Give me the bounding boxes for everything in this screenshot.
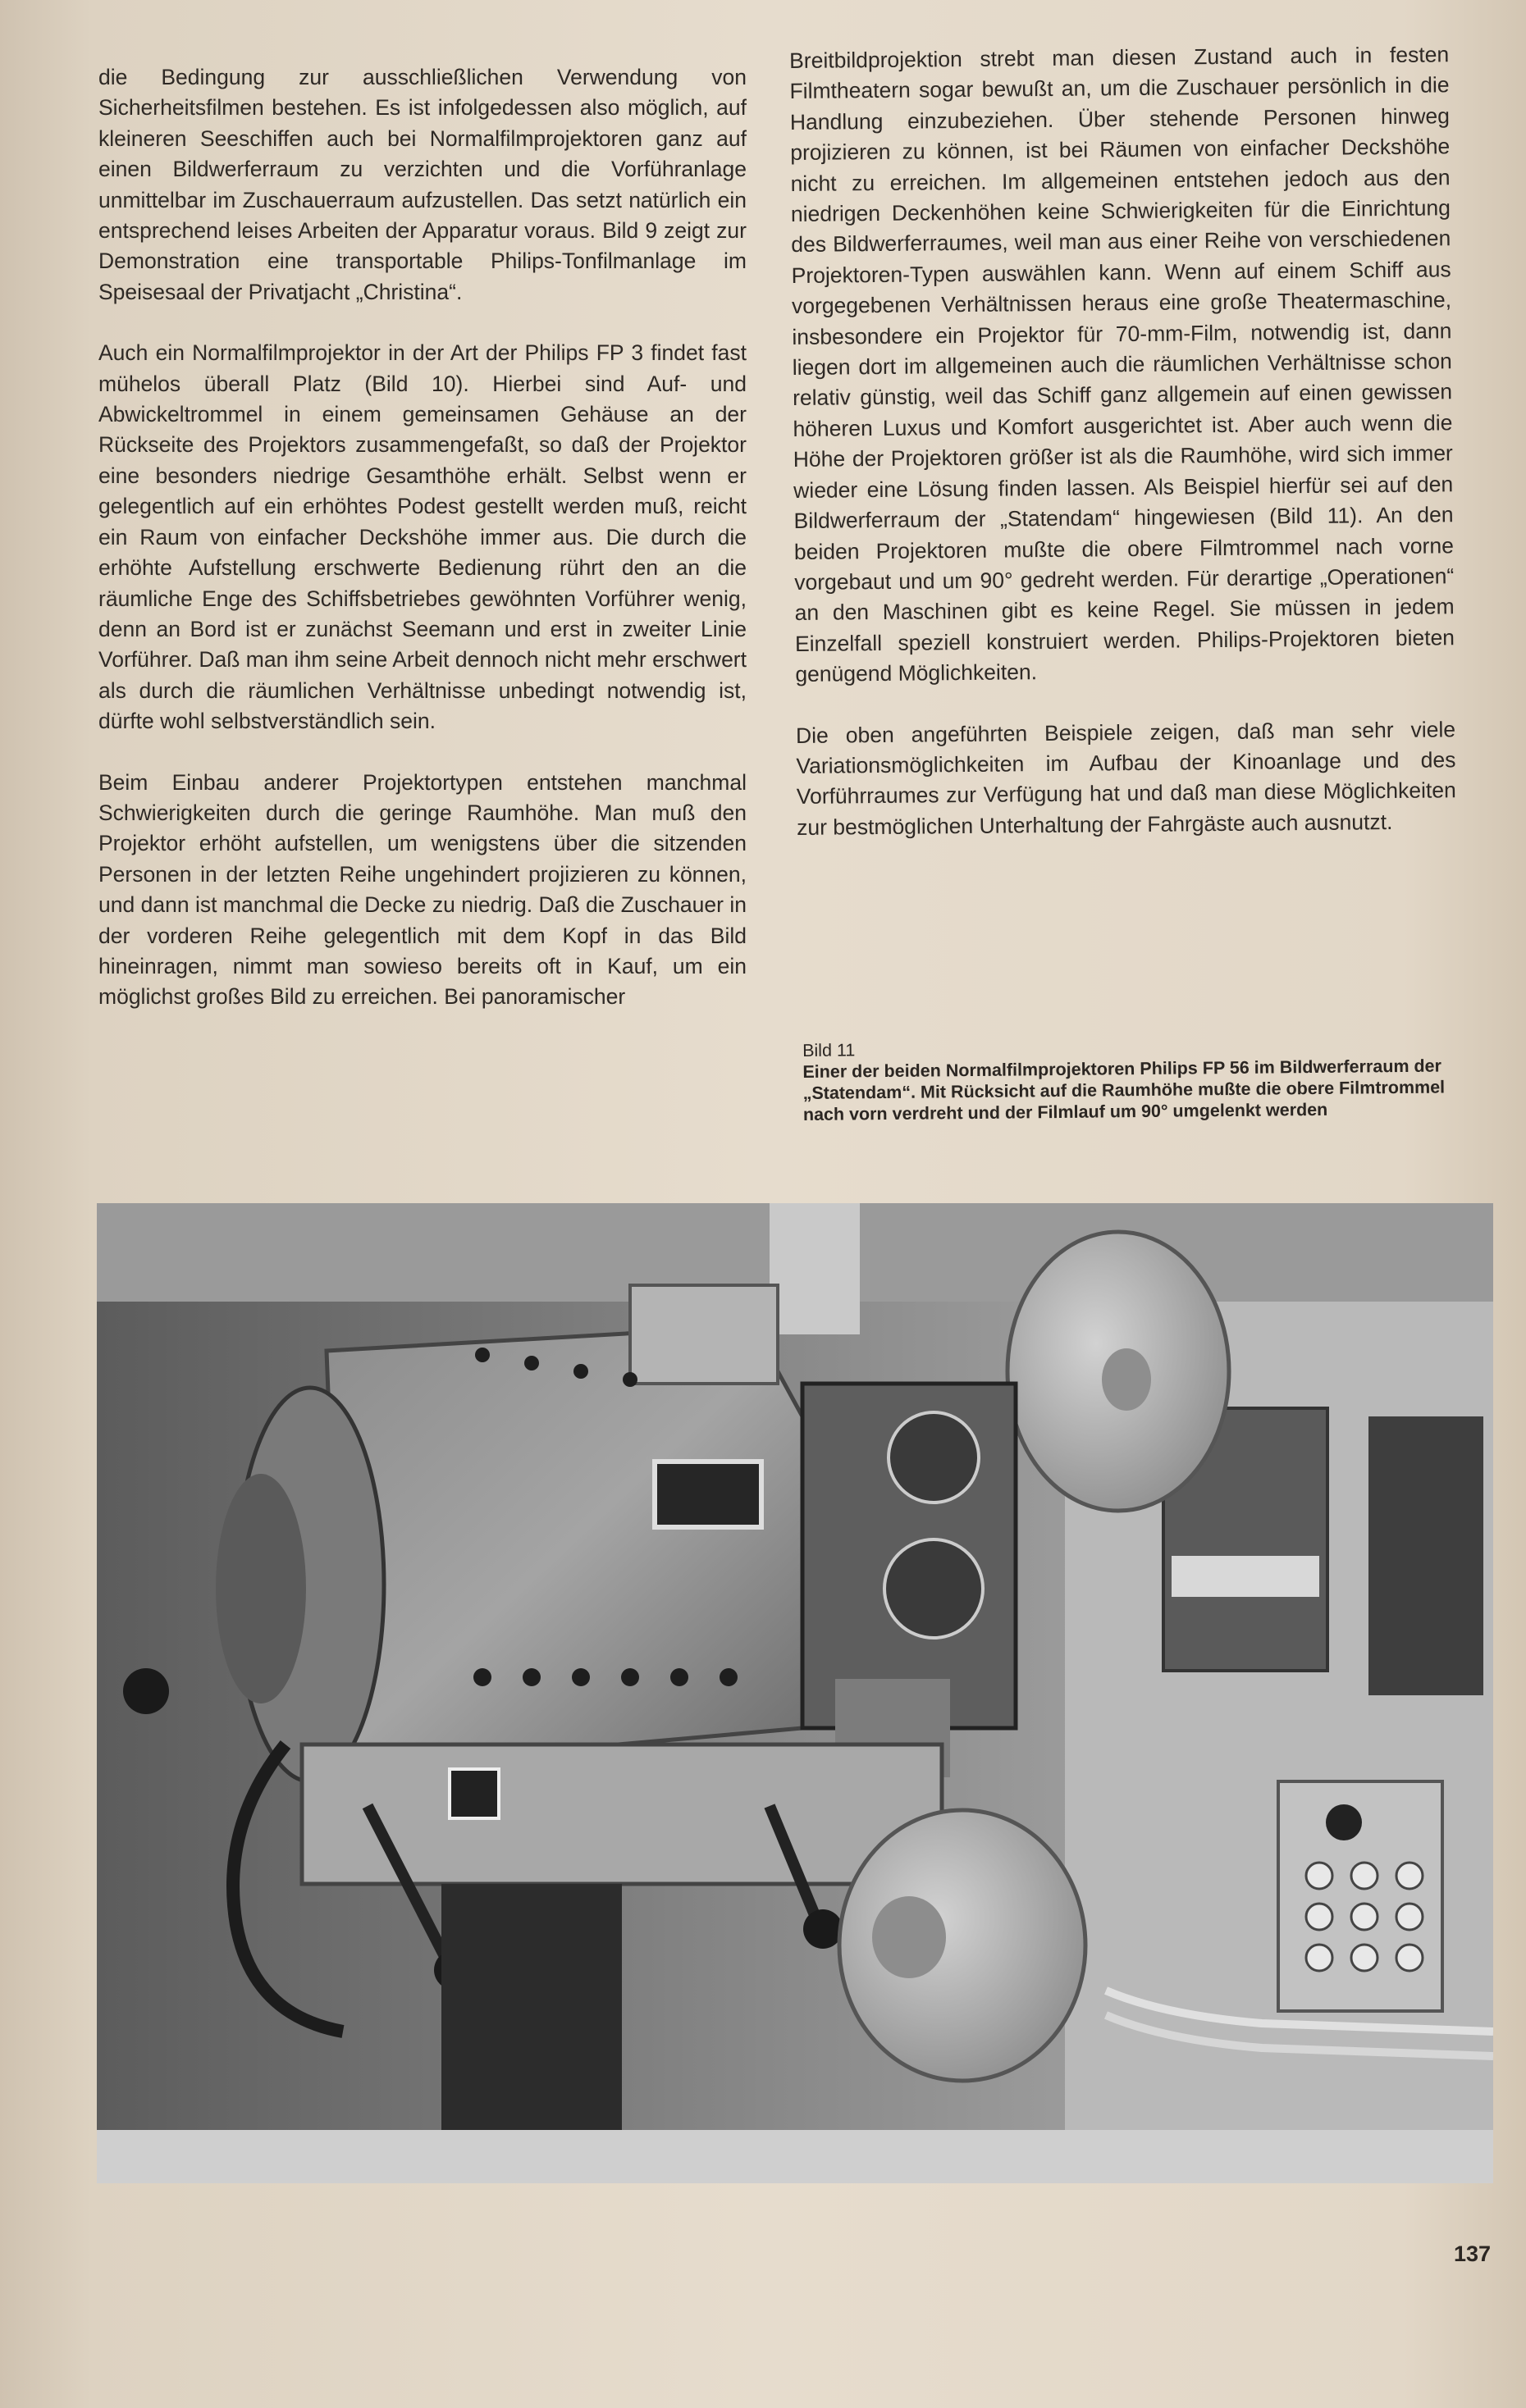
figure-caption-text: Einer der beiden Normalfilmprojektoren Philips FP 56 im Bildwerferraum der „Statendam“. Mit Rücksicht auf die Raumhöhe mußte die obere Filmtrommel nach vorn verdreht und der Filmlauf um 90° umgelenkt werden: [802, 1056, 1446, 1124]
right-text-column: [789, 39, 1456, 843]
right-paragraph-1: Breitbildprojektion strebt man diesen Zustand auch in festen Filmtheatern sogar bewußt an, um die Zuschauer persönlich in die Handlung einzubeziehen. Über stehende Personen hinweg projizieren zu können, ist bei Räumen von einfacher Deckshöhe nicht zu erreichen. Im allgemeinen entstehen jedoch aus den niedrigen Deckenhöhen keine Schwierigkeiten für die Einrichtung des Bildwerferraumes, weil man aus einer Reihe von verschiedenen Projektoren-Typen auswählen kann. Wenn auf einem Schiff aus vorgegebenen Verhältnissen heraus eine große Theatermaschine, insbesondere ein Projektor für 70-mm-Film, notwendig ist, dann liegen dort im allgemeinen auch die räumlichen Verhältnisse schon relativ günstig, weil das Schiff ganz allgemein auf einen gewissen höheren Luxus und Komfort ausgerichtet ist. Aber auch wenn die Höhe der Projektoren größer ist als die Raumhöhe, wird sich immer wieder eine Lösung finden lassen. Als Beispiel hierfür sei auf den Bildwerferraum der „Statendam“ hingewiesen (Bild 11). An den beiden Projektoren mußte die obere Filmtrommel nach vorne vorgebaut und um 90° gedreht werden. Für derartige „Operationen“ an den Maschinen gibt es keine Regel. Sie müssen in jedem Einzelfall speziell konstruiert werden. Philips-Projektoren bieten genügend Möglichkeiten.: [789, 42, 1455, 687]
figure-caption: [802, 1033, 1460, 1125]
left-text-column: [98, 62, 747, 1013]
page-number: 137: [1454, 2242, 1492, 2266]
left-paragraph-3: Beim Einbau anderer Projektortypen entstehen manchmal Schwierigkeiten durch die geringe Raumhöhe. Man muß den Projektor erhöht aufstellen, um wenigstens über die sitzenden Personen in der letzten Reihe ungehindert projizieren zu können, und dann ist manchmal die Decke zu niedrig. Daß die Zuschauer in der vorderen Reihe gelegentlich mit dem Kopf in das Bild hineinragen, nimmt man sowieso bereits oft in Kauf, um ein möglichst großes Bild zu erreichen. Bei panoramischer: [98, 769, 747, 1010]
left-paragraph-1: die Bedingung zur ausschließlichen Verwendung von Sicherheitsfilmen bestehen. Es ist infolgedessen also möglich, auf kleineren Seeschiffen auch bei Normalfilmprojektoren ganz auf einen Bildwerferraum zu verzichten und die Vorführanlage unmittelbar im Zuschauerraum aufzustellen. Das setzt natürlich ein entsprechend leises Arbeiten der Apparatur voraus. Bild 9 zeigt zur Demonstration eine transportable Philips-Tonfilmanlage im Speisesaal der Privatjacht „Christina“.: [98, 65, 747, 304]
figure-label: Bild 11: [802, 1040, 856, 1060]
projector-photo-illustration: [97, 1203, 1493, 2183]
left-paragraph-2: Auch ein Normalfilmprojektor in der Art der Philips FP 3 findet fast mühelos überall Platz (Bild 10). Hierbei sind Auf- und Abwickeltrommel in einem gemeinsamen Gehäuse an der Rückseite des Projektors zusammengefaßt, so daß der Projektor eine besonders niedrige Gesamthöhe erhält. Selbst wenn er gelegentlich auf ein erhöhtes Podest gestellt werden muß, reicht ein Raum von einfacher Deckshöhe immer aus. Die durch die erhöhte Aufstellung erschwerte Bedienung rührt den an die räumliche Enge des Schiffsbetriebes gewöhnten Vorführer wenig, denn an Bord ist er zunächst Seemann und erst in zweiter Linie Vorführer. Daß man ihm seine Arbeit dennoch nicht mehr erschwert als durch die räumlichen Verhältnisse unbedingt notwendig ist, dürfte wohl selbstverständlich sein.: [98, 340, 747, 734]
right-paragraph-2: Die oben angeführten Beispiele zeigen, daß man sehr viele Variationsmöglichkeiten im Aufbau der Kinoanlage und des Vorführraumes zur Verfügung hat und daß man diese Möglichkeiten zur bestmöglichen Unterhaltung der Fahrgäste auch ausnutzt.: [795, 716, 1456, 840]
projector-photo: [97, 1203, 1493, 2183]
